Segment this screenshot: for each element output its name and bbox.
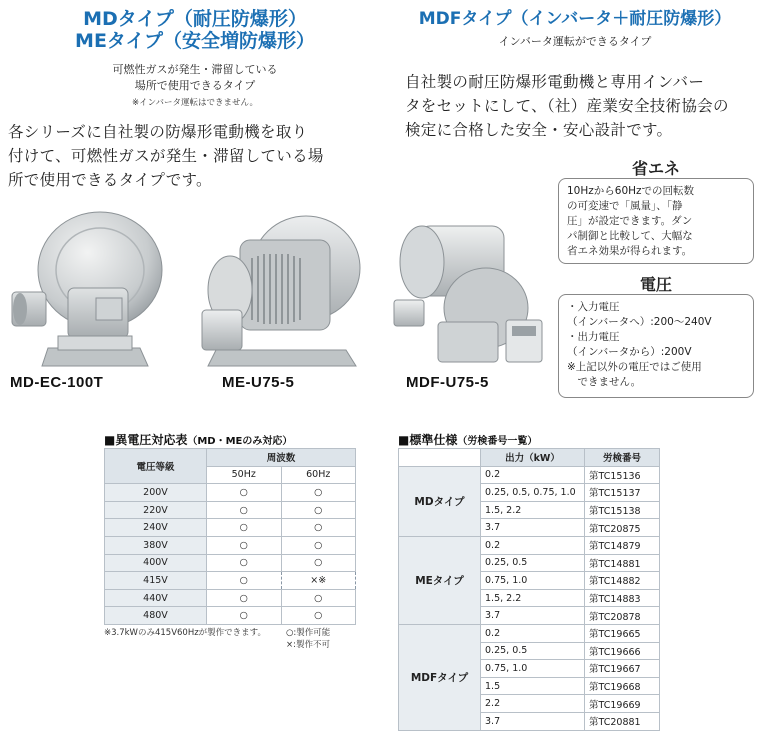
energy-line: 10Hzから60Hzでの回転数 — [567, 185, 695, 197]
number-cell: 第TC15138 — [585, 501, 660, 519]
output-cell: 0.2 — [481, 536, 585, 554]
desc-line2: 付けて、可燃性ガスが発生・滞留している場 — [8, 147, 324, 165]
voltage-cell: 240V — [105, 519, 207, 537]
number-cell: 第TC14881 — [585, 554, 660, 572]
col-frequency-header: 周波数 — [207, 449, 356, 467]
legend-ok: ○:製作可能 — [286, 628, 331, 638]
legend-ng: ×:製作不可 — [286, 640, 330, 650]
table-row — [399, 466, 660, 484]
voltage-table — [104, 448, 356, 625]
output-cell: 1.5, 2.2 — [481, 501, 585, 519]
voltage-line: （インバータへ）:200〜240V — [567, 316, 712, 328]
number-cell: 第TC19666 — [585, 642, 660, 660]
spec-table — [398, 448, 660, 731]
energy-line: 省エネ効果が得られます。 — [567, 245, 693, 257]
mark-cell: ○ — [281, 519, 356, 537]
voltage-cell: 440V — [105, 589, 207, 607]
output-cell: 0.25, 0.5 — [481, 554, 585, 572]
table-row — [105, 519, 356, 537]
number-cell: 第TC19669 — [585, 695, 660, 713]
voltage-table-title — [104, 431, 292, 448]
type-mdf: MDFタイプ — [399, 624, 481, 730]
output-cell: 0.2 — [481, 466, 585, 484]
number-cell: 第TC19667 — [585, 660, 660, 678]
mark-cell: ○ — [281, 607, 356, 625]
voltage-cell: 200V — [105, 484, 207, 502]
col-number-header: 労検番号 — [585, 449, 660, 467]
voltage-line: できません。 — [567, 376, 642, 388]
md-me-subtitle — [30, 62, 360, 94]
mark-cell: ○ — [207, 519, 282, 537]
output-cell: 1.5, 2.2 — [481, 589, 585, 607]
mark-cell: ○ — [281, 589, 356, 607]
md-ec-100t-image — [8, 208, 168, 374]
product-label-mdf-u75-5: MDF-U75-5 — [406, 374, 489, 391]
mark-cell: ○ — [207, 607, 282, 625]
mark-cell: ×※ — [281, 572, 356, 590]
number-cell: 第TC20881 — [585, 712, 660, 730]
subtitle-line2: 場所で使用できるタイプ — [134, 79, 256, 92]
voltage-line: ・入力電圧 — [567, 301, 620, 313]
voltage-table-title-small: （MD・MEのみ対応） — [187, 436, 293, 447]
output-cell: 3.7 — [481, 712, 585, 730]
md-me-title — [30, 8, 360, 52]
product-label-me-u75-5: ME-U75-5 — [222, 374, 295, 391]
output-cell: 3.7 — [481, 607, 585, 625]
type-md: MDタイプ — [399, 466, 481, 536]
table-row — [399, 624, 660, 642]
mdf-u75-5-image — [388, 212, 552, 372]
mark-cell: ○ — [207, 554, 282, 572]
voltage-line: ※上記以外の電圧ではご使用 — [567, 361, 702, 373]
energy-saving-title: 省エネ — [631, 159, 680, 178]
mdf-desc-line2: タをセットにして、（社）産業安全技術協会の — [405, 97, 729, 115]
table-row — [105, 554, 356, 572]
number-cell: 第TC14883 — [585, 589, 660, 607]
voltage-cell: 415V — [105, 572, 207, 590]
voltage-line: （インバータから）:200V — [567, 346, 692, 358]
mark-cell: ○ — [281, 484, 356, 502]
energy-line: 圧」が設定できます。ダン — [567, 215, 693, 227]
mdf-title: MDFタイプ（インバータ＋耐圧防爆形） — [418, 9, 732, 29]
desc-line3: 所で使用できるタイプです。 — [8, 171, 212, 189]
type-me: MEタイプ — [399, 536, 481, 624]
spec-table-title-small: （労検番号一覧） — [457, 436, 538, 447]
voltage-cell: 380V — [105, 536, 207, 554]
table-row — [105, 484, 356, 502]
mark-cell: ○ — [207, 536, 282, 554]
voltage-cell: 480V — [105, 607, 207, 625]
col-50hz-header: 50Hz — [207, 466, 282, 484]
number-cell: 第TC20878 — [585, 607, 660, 625]
me-u75-5-image — [196, 210, 366, 374]
col-voltage-header: 電圧等級 — [105, 449, 207, 484]
table-row — [105, 536, 356, 554]
mark-cell: ○ — [207, 589, 282, 607]
number-cell: 第TC14882 — [585, 572, 660, 590]
number-cell: 第TC20875 — [585, 519, 660, 537]
number-cell: 第TC15136 — [585, 466, 660, 484]
output-cell: 1.5 — [481, 677, 585, 695]
voltage-line: ・出力電圧 — [567, 331, 620, 343]
mdf-subtitle: インバータ運転ができるタイプ — [498, 35, 652, 48]
table-row — [105, 607, 356, 625]
output-cell: 0.75, 1.0 — [481, 572, 585, 590]
col-output-header: 出力（kW） — [481, 449, 585, 467]
table-row — [105, 501, 356, 519]
subtitle-line1: 可燃性ガスが発生・滞留している — [112, 63, 278, 76]
output-cell: 2.2 — [481, 695, 585, 713]
product-label-md-ec-100t: MD-EC-100T — [10, 374, 104, 391]
voltage-cell: 400V — [105, 554, 207, 572]
voltage-box — [558, 294, 754, 398]
mark-cell: ○ — [281, 536, 356, 554]
mdf-desc-line3: 検定に合格した安全・安心設計です。 — [405, 121, 673, 139]
voltage-table-title-main: ■異電圧対応表 — [104, 433, 188, 447]
voltage-table-footnote: ※3.7kWのみ415V60Hzが製作できます。 — [104, 628, 266, 638]
mark-cell: ○ — [281, 501, 356, 519]
mark-cell: ○ — [281, 554, 356, 572]
mark-cell: ○ — [207, 572, 282, 590]
mdf-desc-line1: 自社製の耐圧防爆形電動機と専用インバー — [405, 73, 705, 91]
voltage-cell: 220V — [105, 501, 207, 519]
output-cell: 0.2 — [481, 624, 585, 642]
output-cell: 0.25, 0.5 — [481, 642, 585, 660]
desc-line1: 各シリーズに自社製の防爆形電動機を取り — [8, 123, 308, 141]
spec-corner — [399, 449, 481, 467]
number-cell: 第TC14879 — [585, 536, 660, 554]
inverter-note: ※インバータ運転はできません。 — [131, 98, 259, 108]
table-row — [399, 536, 660, 554]
me-title: MEタイプ（安全増防爆形） — [75, 30, 315, 52]
energy-line: パ制御と比較して、大幅な — [567, 230, 693, 242]
mark-cell: ○ — [207, 484, 282, 502]
spec-table-title-main: ■標準仕様 — [398, 433, 458, 447]
output-cell: 0.75, 1.0 — [481, 660, 585, 678]
energy-line: の可変速で「風量」、「静 — [567, 200, 683, 212]
output-cell: 0.25, 0.5, 0.75, 1.0 — [481, 484, 585, 502]
energy-saving-box — [558, 178, 754, 264]
number-cell: 第TC15137 — [585, 484, 660, 502]
number-cell: 第TC19668 — [585, 677, 660, 695]
md-title: MDタイプ（耐圧防爆形） — [83, 8, 307, 30]
output-cell: 3.7 — [481, 519, 585, 537]
table-row — [105, 572, 356, 590]
md-me-description — [8, 120, 368, 192]
mark-cell: ○ — [207, 501, 282, 519]
table-row — [105, 589, 356, 607]
number-cell: 第TC19665 — [585, 624, 660, 642]
col-60hz-header: 60Hz — [281, 466, 356, 484]
spec-table-title — [398, 431, 537, 448]
voltage-title: 電圧 — [639, 275, 672, 294]
mdf-description — [405, 70, 760, 142]
